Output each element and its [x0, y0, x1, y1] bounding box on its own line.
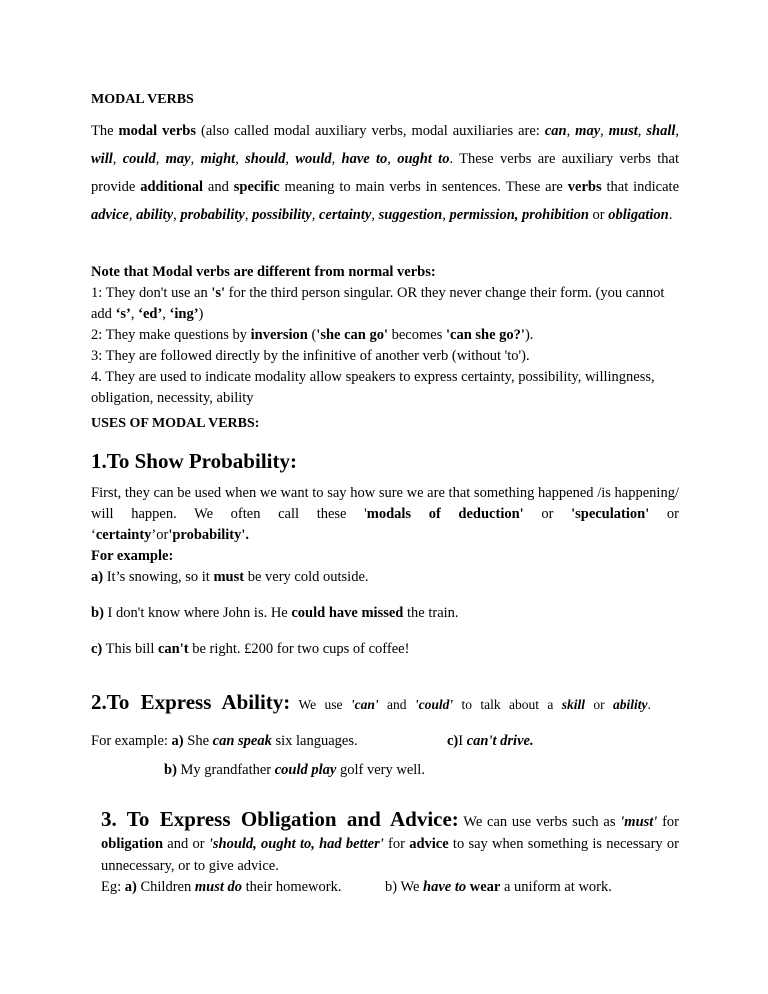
section-2-heading: 2.To Express Ability: [91, 690, 291, 714]
note-item-2: 2: They make questions by inversion ('she can go' becomes 'can she go?'). [91, 327, 534, 343]
section-2-heading-line: 2.To Express Ability: We use 'can' and 'could' to talk about a skill or ability. [91, 690, 651, 714]
uses-heading: USES OF MODAL VERBS: [91, 416, 260, 431]
example-a: a) It’s snowing, so it must be very cold outside. [91, 569, 369, 585]
note-item-4: 4. They are used to indicate modality allow speakers to express certainty, possibility, willingness, obligation, necessity, ability [91, 369, 655, 406]
section-2-example-a: For example: a) She can speak six languages. [91, 733, 358, 749]
section-1-heading: 1.To Show Probability: [91, 449, 297, 473]
document-title: MODAL VERBS [91, 92, 194, 107]
intro-paragraph: The modal verbs (also called modal auxiliary verbs, modal auxiliaries are: can, may, must, shall, will, could, may, might, should, would, have to, ought to. These verbs are auxiliary verbs that provide additional and specific meaning to main verbs in sentences. These are verbs that indicate advice, ability, probability, possibility, certainty, suggestion, permission, prohibition or obligation. [91, 123, 680, 223]
section-2-example-b: b) My grandfather could play golf very well. [164, 762, 425, 778]
section-2-example-c: c)I can't drive. [447, 733, 534, 749]
example-label: For example: [91, 548, 174, 564]
note-heading: Note that Modal verbs are different from normal verbs: [91, 264, 436, 280]
section-3-heading: 3. To Express Obligation and Advice: [101, 807, 459, 831]
section-1-paragraph: First, they can be used when we want to say how sure we are that something happened /is happening/ will happen. We often call these 'modals of deduction' or 'speculation' or ‘certainty’or'probability'. [91, 485, 679, 543]
note-item-3: 3: They are followed directly by the infinitive of another verb (without 'to'). [91, 348, 530, 364]
note-section [91, 262, 679, 409]
section-3 [101, 808, 679, 897]
note-item-1: 1: They don't use an 's' for the third person singular. OR they never change their form. (you cannot add ‘s’, ‘ed’, ‘ing’) [91, 285, 665, 322]
example-c: c) This bill can't be right. £200 for two cups of coffee! [91, 641, 410, 657]
example-b: b) I don't know where John is. He could have missed the train. [91, 605, 459, 621]
section-3-example-b: b) We have to wear a uniform at work. [385, 879, 612, 895]
section-1-body [91, 483, 679, 660]
section-3-paragraph: 3. To Express Obligation and Advice: We can use verbs such as 'must' for obligation and or 'should, ought to, had better' for advice to say when something is necessary or unnecessary, or to give advice. [101, 807, 679, 874]
section-3-examples: Eg: a) Children must do their homework. b) We have to wear a uniform at work. [101, 879, 612, 895]
